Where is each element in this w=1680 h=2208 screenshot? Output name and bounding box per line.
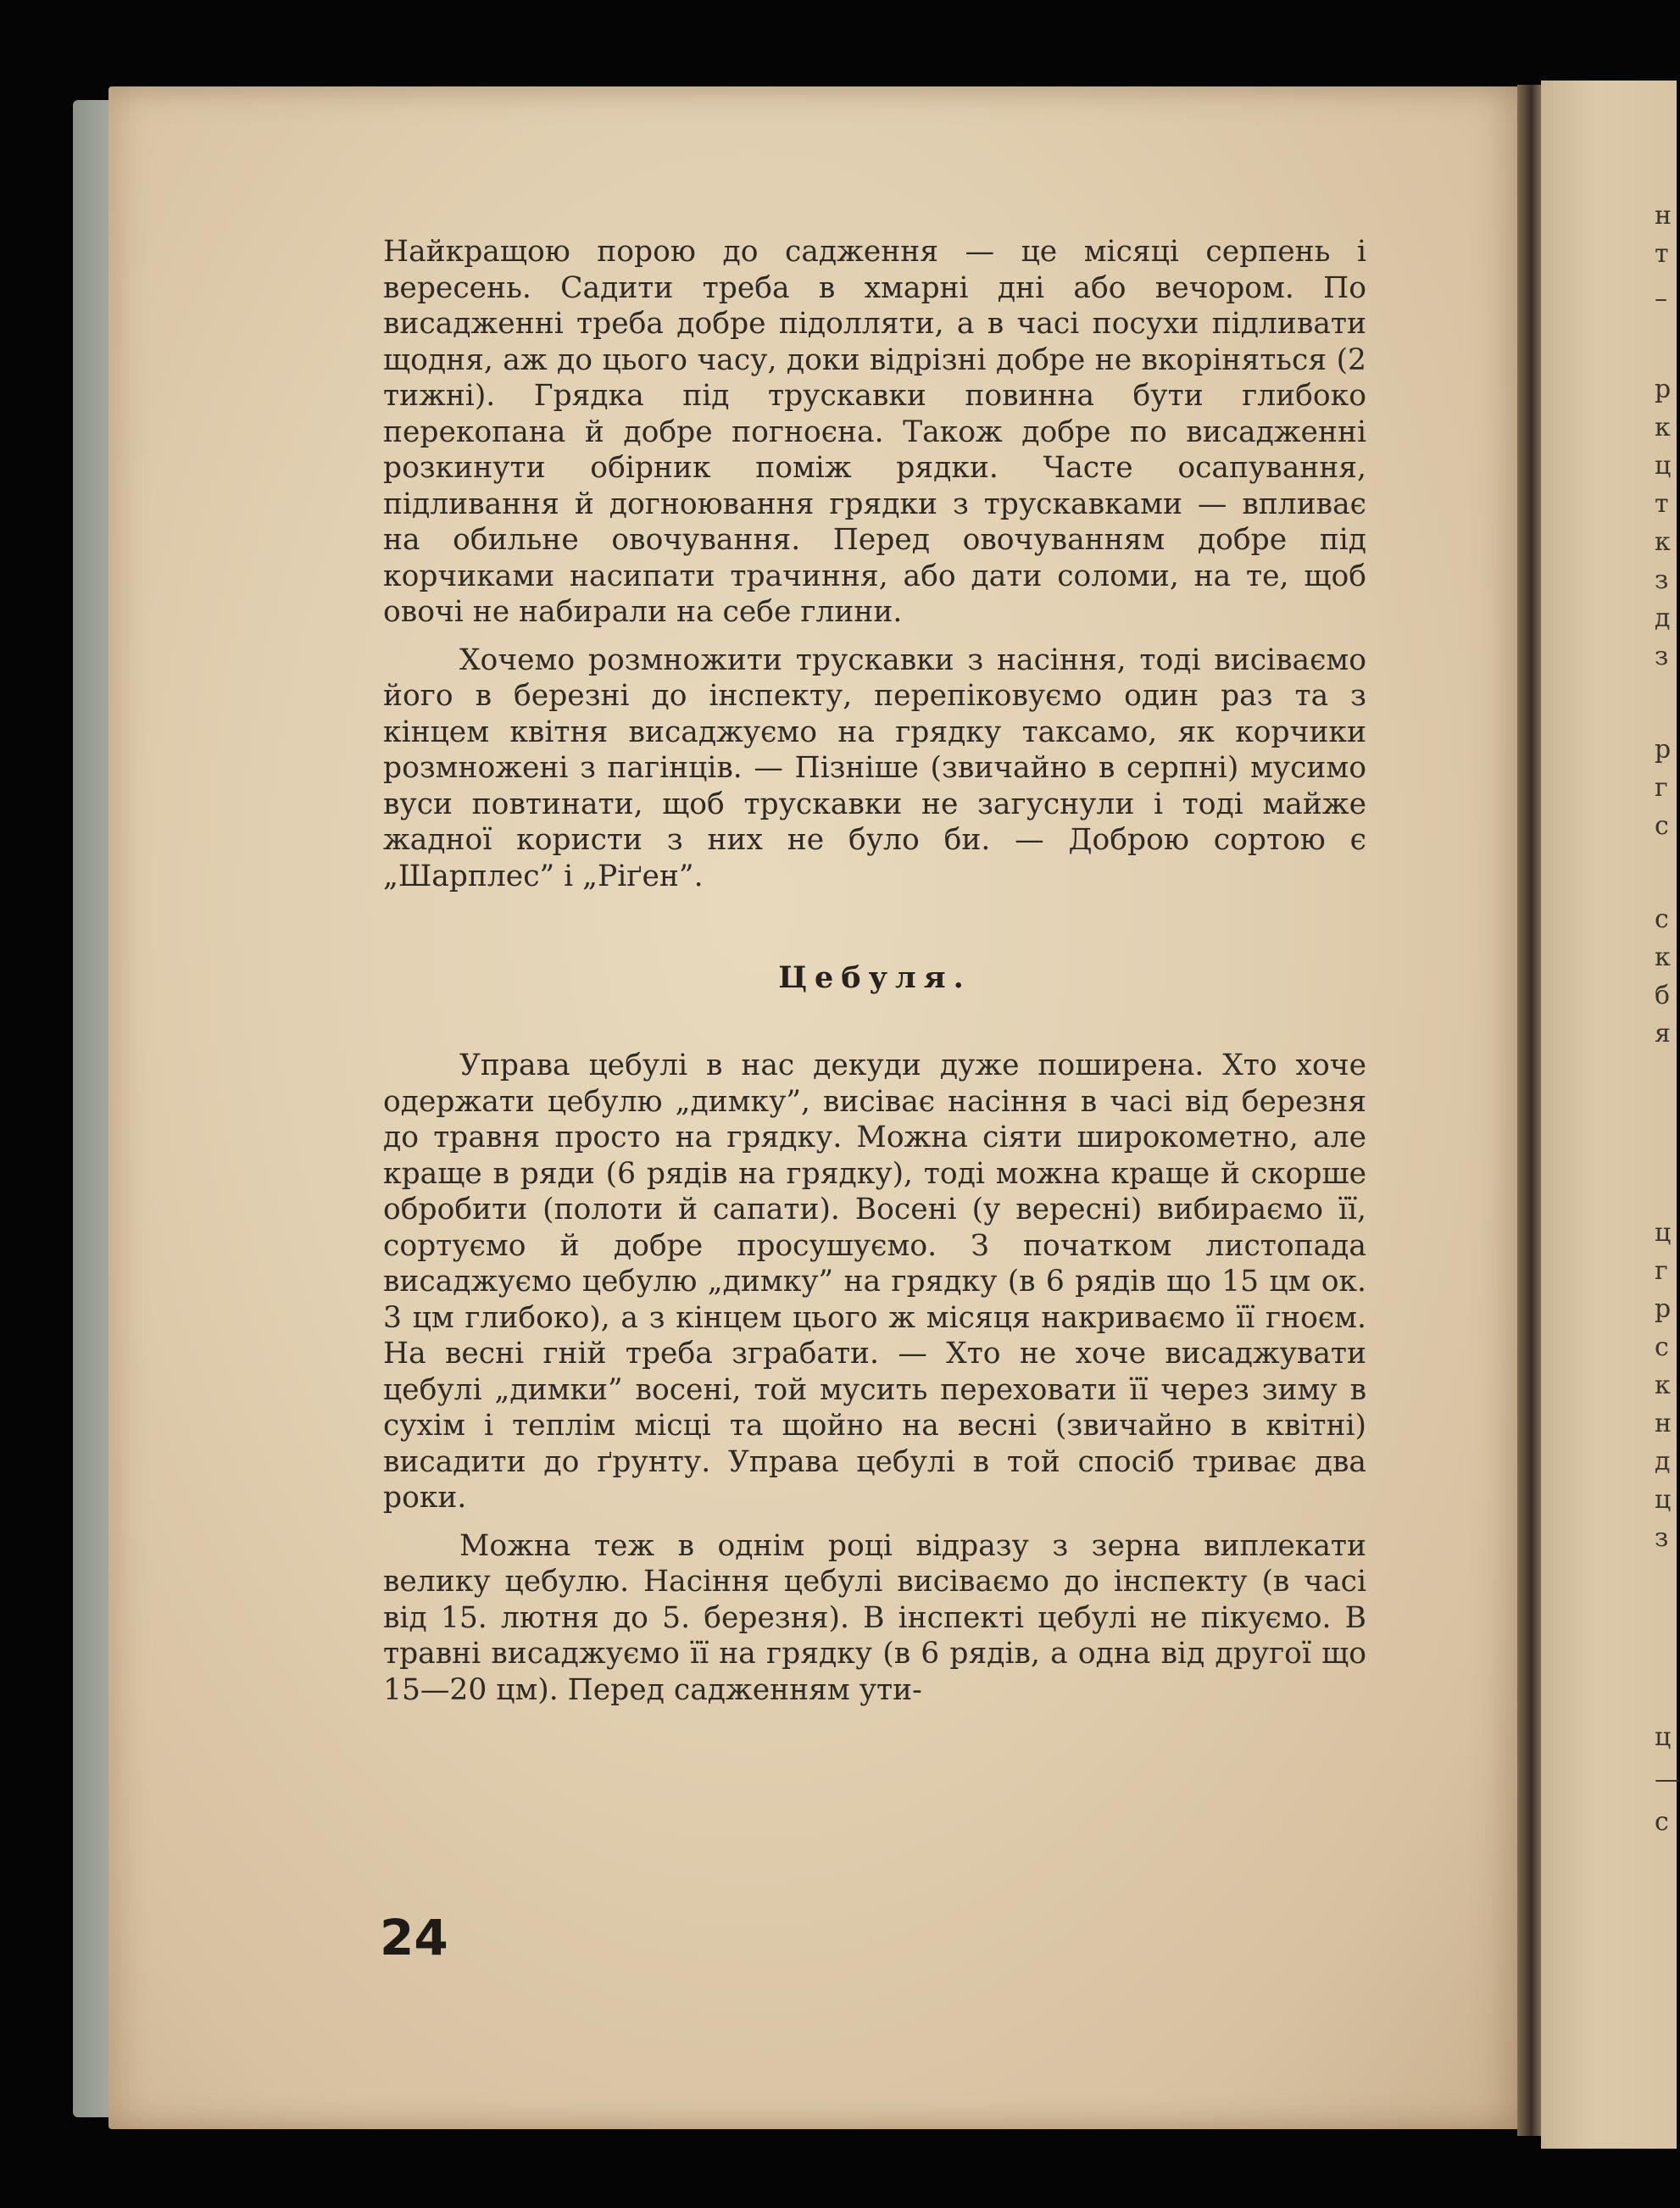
section-heading: Цебуля. [778, 960, 971, 995]
paragraph-onion-cultivation: Управа цебулі в нас декуди дуже поширена. Хто хоче одержати цебулю „димку”, висіває насіння в часі від березня до травня просто на грядку. Можна сіяти широкометно, але краще в ряди (6 рядів на грядку), тоді можна краще й скорше обробити (полоти й сапати). Восені (у вересні) вибираємо її, сортуємо й добре просушуємо. З початком листопада висаджуємо цебулю „димку” на грядку (в 6 рядів що 15 цм ок. 3 цм глибоко), а з кінцем цього ж місяця накриваємо її гноєм. На весні гній треба зграбати. — Хто не хоче висаджувати цебулі „димки” восені, той мусить переховати її через зиму в сухім і теплім місці та щойно на весні (звичайно в квітні) висадити до ґрунту. Управа цебулі в той спосіб триває два роки. [383, 1048, 1366, 1515]
facing-page-letter: р [1655, 1294, 1672, 1324]
facing-page-letter: р [1655, 735, 1672, 765]
facing-page-letter: с [1655, 904, 1669, 934]
facing-page-letter: з [1655, 565, 1669, 595]
facing-page-letter: ц [1655, 1218, 1672, 1248]
facing-page-letter: н [1655, 1409, 1672, 1438]
facing-page-letter: р [1655, 375, 1672, 404]
facing-page-letter: т [1655, 489, 1669, 519]
facing-page-letter: – [1655, 284, 1667, 314]
facing-page-letter: я [1655, 1019, 1671, 1048]
facing-page-letter: д [1655, 603, 1671, 633]
facing-page-letter: с [1655, 1332, 1669, 1362]
facing-page-letter: к [1655, 943, 1671, 972]
book-gutter [1517, 85, 1543, 2136]
paragraph-onion-one-year: Можна теж в однім році відразу з зерна виплекати велику цебулю. Насіння цебулі висіваємо до інспекту (в часі від 15. лютня до 5. березня). В інспекті цебулі не пікуємо. В травні висаджуємо її на грядку (в 6 рядів, а одна від другої що 15—20 цм). Перед садженням ути- [383, 1528, 1366, 1707]
facing-page-letter: ц [1655, 451, 1672, 481]
facing-page-letter: к [1655, 413, 1671, 442]
paragraph-planting-time: Найкращою порою до садження — це місяці серпень і вересень. Садити треба в хмарні дні або вечором. По висадженні треба добре підолляти, а в часі посухи підливати щодня, аж до цього часу, доки відрізні добре не вкоріняться (2 тижні). Грядка під трускавки повинна бути глибоко перекопана й добре погноєна. Також добре по висадженні розкинути обірник поміж рядки. Часте осапування, підливання й догноювання грядки з трускавками — впливає на обильне овочування. Перед овочуванням добре під корчиками насипати трачиння, або дати соломи, на те, щоб овочі не набирали на себе глини. [383, 235, 1366, 629]
facing-page-letter: б [1655, 981, 1671, 1010]
facing-page-letter: к [1655, 1371, 1671, 1400]
facing-page-letter: т [1655, 239, 1669, 269]
page-number: 24 [380, 1909, 448, 1966]
facing-page-edge [1541, 81, 1680, 2149]
page-text-block [383, 234, 1366, 1708]
facing-page-letter: з [1655, 1523, 1669, 1553]
paragraph-seed-propagation: Хочемо розмножити трускавки з насіння, тоді висіваємо його в березні до інспекту, перепіковуємо один раз та з кінцем квітня висаджуємо на грядку таксамо, як корчики розмножені з пагінців. — Пізніше (звичайно в серпні) мусимо вуси повтинати, щоб трускавки не загуснули і тоді майже жадної користи з них не було би. — Доброю сортою є „Шарплес” і „Ріґен”. [383, 642, 1366, 893]
facing-page-letter: с [1655, 1807, 1669, 1837]
facing-page-letter: д [1655, 1447, 1671, 1477]
facing-page-letter: н [1655, 201, 1672, 231]
facing-page-letter: з [1655, 642, 1669, 671]
facing-page-letter: к [1655, 527, 1671, 557]
facing-page-letter: — [1655, 1765, 1680, 1794]
facing-page-letter: с [1655, 811, 1669, 841]
facing-page-letter: ц [1655, 1722, 1672, 1752]
facing-page-letter: г [1655, 1256, 1668, 1286]
facing-page-letter: ц [1655, 1485, 1672, 1515]
facing-page-letter: г [1655, 773, 1668, 803]
